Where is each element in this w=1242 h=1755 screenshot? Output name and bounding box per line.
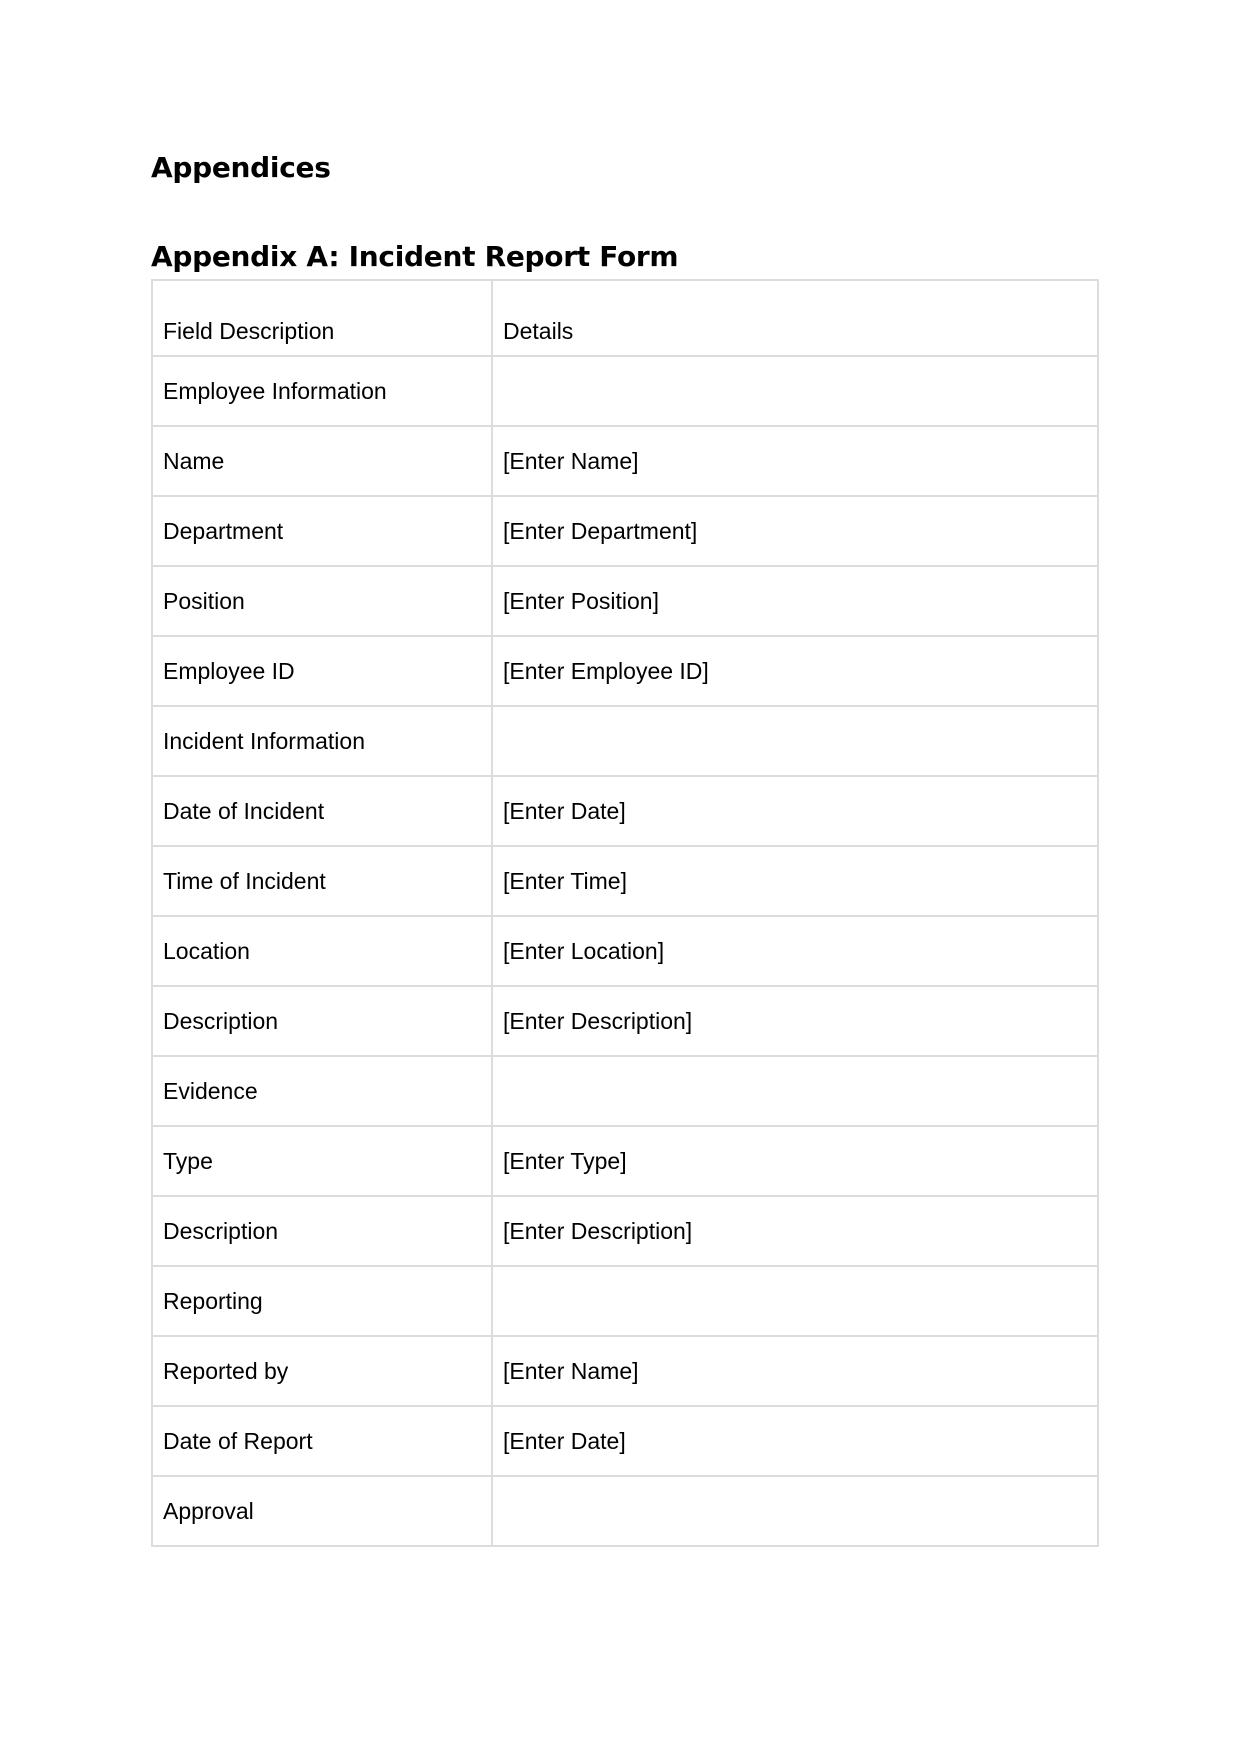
field-cell: Location: [152, 916, 492, 986]
details-cell: [Enter Department]: [492, 496, 1098, 566]
table-row: [152, 986, 1098, 1056]
table-row: [152, 636, 1098, 706]
incident-report-table: [151, 279, 1099, 1547]
table-row: [152, 356, 1098, 426]
details-cell: [492, 1056, 1098, 1126]
field-cell: Description: [152, 986, 492, 1056]
table-row: [152, 846, 1098, 916]
table-row: [152, 426, 1098, 496]
table-row: [152, 566, 1098, 636]
section-title: Appendices: [151, 151, 331, 184]
field-cell: Time of Incident: [152, 846, 492, 916]
details-cell: [492, 706, 1098, 776]
table-row: [152, 1406, 1098, 1476]
field-cell: Type: [152, 1126, 492, 1196]
table-row: [152, 1336, 1098, 1406]
field-cell: Employee Information: [152, 356, 492, 426]
table-row: [152, 1196, 1098, 1266]
details-cell: [Enter Date]: [492, 776, 1098, 846]
field-cell: Position: [152, 566, 492, 636]
table-header-row: [152, 280, 1098, 356]
field-cell: Date of Incident: [152, 776, 492, 846]
field-cell: Name: [152, 426, 492, 496]
field-cell: Department: [152, 496, 492, 566]
details-cell: [492, 1476, 1098, 1546]
field-cell: Approval: [152, 1476, 492, 1546]
field-cell: Date of Report: [152, 1406, 492, 1476]
header-field-description: Field Description: [152, 280, 492, 356]
field-cell: Incident Information: [152, 706, 492, 776]
details-cell: [Enter Time]: [492, 846, 1098, 916]
field-cell: Evidence: [152, 1056, 492, 1126]
table-row: [152, 916, 1098, 986]
table-row: [152, 776, 1098, 846]
table-row: [152, 706, 1098, 776]
appendix-title: Appendix A: Incident Report Form: [151, 240, 679, 273]
table-row: [152, 1126, 1098, 1196]
details-cell: [Enter Type]: [492, 1126, 1098, 1196]
details-cell: [Enter Name]: [492, 426, 1098, 496]
field-cell: Reported by: [152, 1336, 492, 1406]
details-cell: [Enter Position]: [492, 566, 1098, 636]
details-cell: [Enter Description]: [492, 1196, 1098, 1266]
details-cell: [492, 356, 1098, 426]
table-row: [152, 1476, 1098, 1546]
details-cell: [Enter Description]: [492, 986, 1098, 1056]
details-cell: [Enter Location]: [492, 916, 1098, 986]
table-row: [152, 1056, 1098, 1126]
header-details: Details: [492, 280, 1098, 356]
details-cell: [Enter Name]: [492, 1336, 1098, 1406]
details-cell: [492, 1266, 1098, 1336]
details-cell: [Enter Employee ID]: [492, 636, 1098, 706]
field-cell: Reporting: [152, 1266, 492, 1336]
table-row: [152, 1266, 1098, 1336]
details-cell: [Enter Date]: [492, 1406, 1098, 1476]
field-cell: Description: [152, 1196, 492, 1266]
field-cell: Employee ID: [152, 636, 492, 706]
table-row: [152, 496, 1098, 566]
